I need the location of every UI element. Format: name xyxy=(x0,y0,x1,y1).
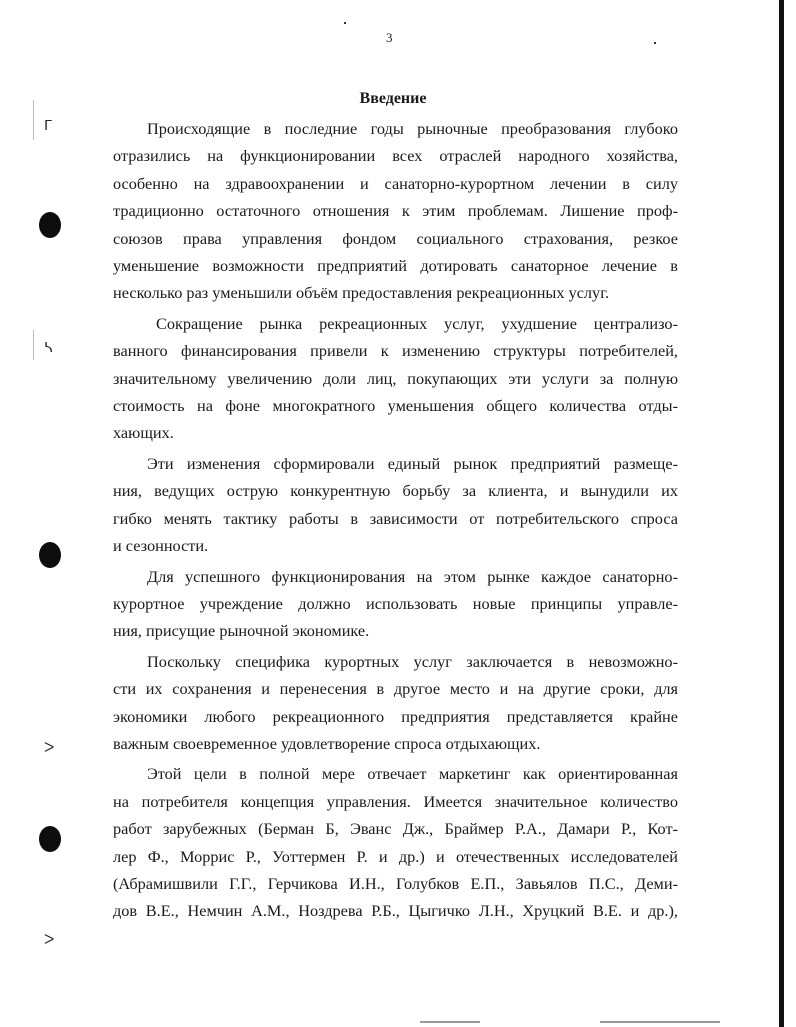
paragraph xyxy=(113,648,678,758)
text-line: дов В.Е., Немчин А.М., Ноздрева Р.Б., Цыгичко Л.Н., Хруцкий В.Е. и др.), xyxy=(113,901,678,921)
text-line: традиционно остаточного отношения к этим проблемам. Лишение проф- xyxy=(113,201,678,221)
scan-noise xyxy=(420,1021,480,1023)
text-line: работ зарубежных (Берман Б, Эванс Дж., Браймер Р.А., Дамари Р., Кот- xyxy=(113,819,678,839)
scan-speck xyxy=(654,42,656,44)
text-line: Для успешного функционирования на этом рынке каждое санаторно- xyxy=(147,566,678,586)
section-heading: Введение xyxy=(359,90,427,107)
text-line: Эти изменения сформировали единый рынок предприятий размеще- xyxy=(147,453,678,473)
text-line: и сезонности. xyxy=(113,536,209,556)
scan-mark: ᓴ xyxy=(44,341,53,356)
text-line: Этой цели в полной мере отвечает маркетинг как ориентированная xyxy=(147,764,678,784)
paragraph xyxy=(113,563,678,645)
paragraph xyxy=(113,450,678,560)
text-line: лер Ф., Моррис Р., Уоттермен Р. и др.) и отечественных исследователей xyxy=(113,846,678,866)
page-number: 3 xyxy=(386,30,393,45)
text-line: союзов права управления фондом социального страхования, резкое xyxy=(113,228,678,248)
text-line: экономики любого рекреационного предприятия представляется крайне xyxy=(113,706,678,726)
text-line: курортное учреждение должно использовать новые принципы управле- xyxy=(113,593,678,613)
punch-hole xyxy=(39,826,61,852)
scan-noise xyxy=(600,1021,720,1023)
scan-mark: ᒥ xyxy=(44,119,52,134)
text-line: Поскольку специфика курортных услуг заключается в невозможно- xyxy=(147,651,678,671)
text-line: гибко менять тактику работы в зависимости от потребительского спроса xyxy=(113,508,678,528)
text-line: сти их сохранения и перенесения в другое место и на другие сроки, для xyxy=(113,679,678,699)
margin-line xyxy=(33,330,34,360)
text-line: значительному увеличению доли лиц, покупающих эти услуги за полную xyxy=(113,368,678,388)
text-line: особенно на здравоохранении и санаторно-курортном лечении в силу xyxy=(113,173,678,193)
paragraph xyxy=(113,115,678,307)
text-line: отразились на функционировании всех отраслей народного хозяйства, xyxy=(113,146,678,166)
scan-speck xyxy=(344,22,346,24)
text-line: на потребителя концепция управления. Имеется значительное количество xyxy=(113,791,678,811)
punch-hole xyxy=(39,212,61,238)
text-line: Сокращение рынка рекреационных услуг, ухудшение централизо- xyxy=(156,313,678,333)
scan-mark: ᐳ xyxy=(44,933,55,948)
scan-edge-shadow xyxy=(779,0,784,1027)
text-line: ния, присущие рыночной экономике. xyxy=(113,621,370,641)
text-line: Происходящие в последние годы рыночные преобразования глубоко xyxy=(147,119,678,138)
paragraph xyxy=(113,760,678,924)
text-line: хающих. xyxy=(113,423,174,443)
body-text xyxy=(113,115,678,925)
text-line: уменьшение возможности предприятий дотировать санаторное лечение в xyxy=(113,256,678,276)
paragraph xyxy=(113,310,678,447)
text-line: несколько раз уменьшили объём предоставления рекреационных услуг. xyxy=(113,283,610,303)
text-line: стоимость на фоне многократного уменьшения общего количества отды- xyxy=(113,396,678,416)
text-line: ванного финансирования привели к изменению структуры потребителей, xyxy=(113,341,678,361)
text-line: (Абрамишвили Г.Г., Герчикова И.Н., Голубков Е.П., Завьялов П.С., Деми- xyxy=(113,873,678,893)
text-line: ния, ведущих острую конкурентную борьбу за клиента, и вынудили их xyxy=(113,481,678,501)
punch-hole xyxy=(39,542,61,568)
text-line: важным своевременное удовлетворение спроса отдыхающих. xyxy=(113,733,541,753)
scan-mark: ᐳ xyxy=(44,741,55,756)
